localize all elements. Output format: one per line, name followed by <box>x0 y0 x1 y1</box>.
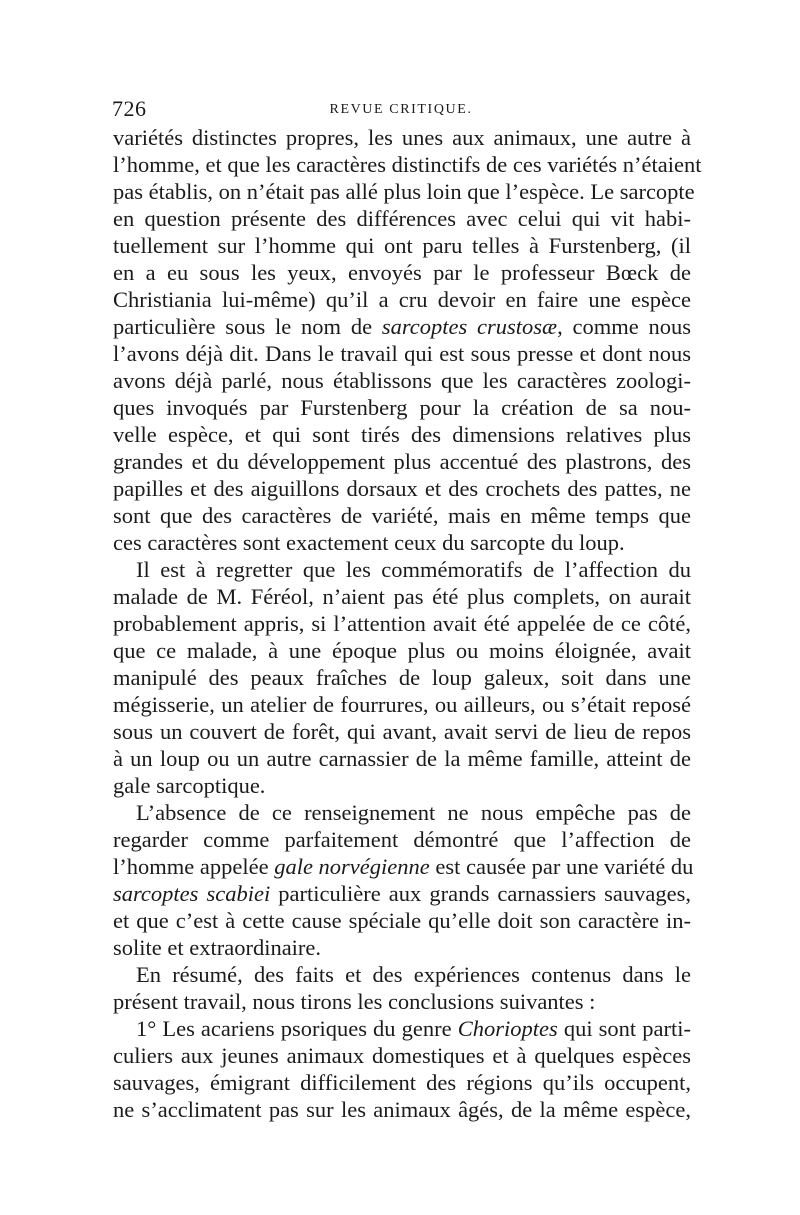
text-line: sont que des caractères de variété, mais en même temps que <box>113 503 691 528</box>
italic-term: Chorioptes <box>457 1016 558 1041</box>
text-line: Il est à regretter que les commémoratifs de l’affection du <box>136 557 691 582</box>
text-segment: qui sont parti- <box>557 1016 692 1041</box>
text-line: malade de M. Féréol, n’aient pas été plus complets, on aurait <box>113 584 691 609</box>
text-line: grandes et du développement plus accentué des plastrons, des <box>113 449 691 474</box>
text-line: l’homme, et que les caractères distinctifs de ces variétés n’étaient <box>113 152 702 177</box>
text-line: présent travail, nous tirons les conclusions suivantes : <box>113 989 596 1014</box>
text-line: ques invoqués par Furstenberg pour la création de sa nou- <box>113 395 691 420</box>
text-line <box>113 853 694 880</box>
text-segment: est causée par une variété du <box>429 854 694 879</box>
running-title: REVUE CRITIQUE. <box>329 102 473 117</box>
text-line: L’absence de ce renseignement ne nous empêche pas de <box>136 800 691 825</box>
text-line: avons déjà parlé, nous établissons que les caractères zoologi- <box>113 368 691 393</box>
page-header <box>112 96 690 126</box>
text-line: papilles et des aiguillons dorsaux et des crochets des pattes, ne <box>113 476 691 501</box>
text-line: l’avons déjà dit. Dans le travail qui est sous presse et dont nous <box>113 341 691 366</box>
text-line <box>113 1015 691 1042</box>
text-line: solite et extraordinaire. <box>113 935 322 960</box>
page-number: 726 <box>112 96 147 121</box>
text-segment: particulière aux grands carnassiers sauvages, <box>270 881 692 906</box>
text-segment: 1° Les acariens psoriques du genre <box>136 1016 458 1041</box>
text-line: ces caractères sont exactement ceux du sarcopte du loup. <box>113 530 625 555</box>
text-line: gale sarcoptique. <box>113 773 266 798</box>
text-line: variétés distinctes propres, les unes aux animaux, une autre à <box>113 125 691 150</box>
text-line <box>113 313 691 340</box>
text-line: ne s’acclimatent pas sur les animaux âgés, de la même espèce, <box>113 1097 691 1122</box>
text-line: culiers aux jeunes animaux domestiques et à quelques espèces <box>113 1043 691 1068</box>
text-line: velle espèce, et qui sont tirés des dimensions relatives plus <box>113 422 691 447</box>
text-line: sous un couvert de forêt, qui avant, avait servi de lieu de repos <box>113 719 691 744</box>
text-line: en a eu sous les yeux, envoyés par le professeur Bœck de <box>113 260 691 285</box>
italic-term: gale norvégienne <box>274 854 430 879</box>
body-text <box>113 124 702 1123</box>
text-segment: l’homme appelée <box>113 854 275 879</box>
italic-term: sarcoptes crustosæ <box>381 314 558 339</box>
text-line: pas établis, on n’était pas allé plus loin que l’espèce. Le sarcopte <box>113 179 695 204</box>
text-line: sauvages, émigrant difficilement des régions qu’ils occupent, <box>113 1070 691 1095</box>
italic-term: sarcoptes scabiei <box>113 881 271 906</box>
text-line: manipulé des peaux fraîches de loup galeux, soit dans une <box>113 665 691 690</box>
text-line: à un loup ou un autre carnassier de la même famille, atteint de <box>113 746 691 771</box>
text-line: que ce malade, à une époque plus ou moins éloignée, avait <box>113 638 691 663</box>
text-line: mégisserie, un atelier de fourrures, ou ailleurs, ou s’était reposé <box>113 692 691 717</box>
text-line: Christiania lui-même) qu’il a cru devoir en faire une espèce <box>113 287 691 312</box>
text-segment: particulière sous le nom de <box>113 314 382 339</box>
text-line: tuellement sur l’homme qui ont paru telles à Furstenberg, (il <box>113 233 691 258</box>
text-segment: , comme nous <box>557 314 692 339</box>
text-line <box>113 880 691 907</box>
text-line: et que c’est à cette cause spéciale qu’elle doit son caractère in- <box>113 908 691 933</box>
text-line: regarder comme parfaitement démontré que l’affection de <box>113 827 691 852</box>
text-line: En résumé, des faits et des expériences contenus dans le <box>136 962 691 987</box>
text-line: probablement appris, si l’attention avait été appelée de ce côté, <box>113 611 691 636</box>
text-line: en question présente des différences avec celui qui vit habi- <box>113 206 691 231</box>
